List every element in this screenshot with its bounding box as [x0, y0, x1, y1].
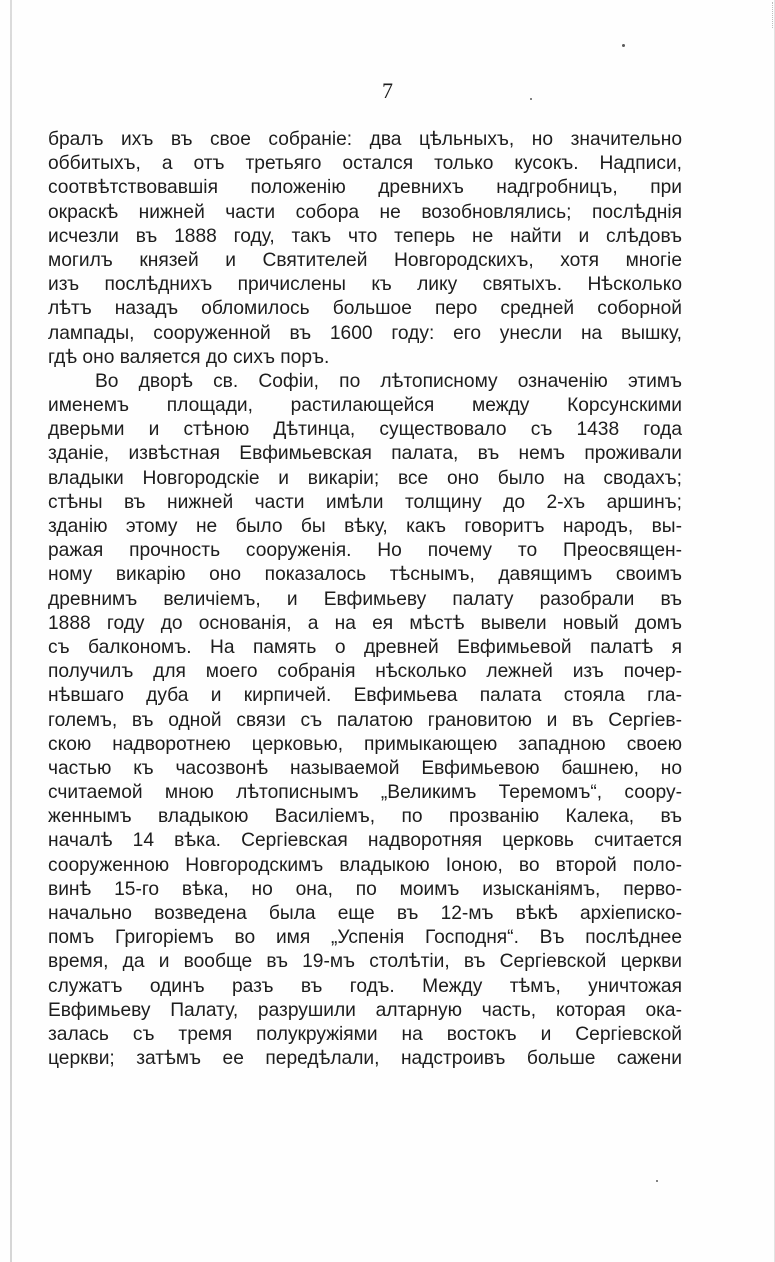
- text-line: стѣны въ нижней части имѣли толщину до 2-хъ аршинъ;: [48, 491, 682, 513]
- text-line: лампады, сооруженной въ 1600 году: его унесли на вышку,: [48, 322, 682, 344]
- text-line: изъ послѣднихъ причислены къ лику святыхъ. Нѣсколько: [48, 274, 682, 296]
- corner-scan-mark: [758, 2, 773, 28]
- text-line: исчезли въ 1888 году, такъ что теперь не найти и слѣдовъ: [48, 225, 682, 247]
- text-line: женнымъ владыкою Василіемъ, по прозванію Калека, въ: [48, 806, 682, 828]
- scan-speck: [656, 1180, 658, 1182]
- text-line: время, да и вообще въ 19-мъ столѣтіи, въ Сергіевской церкви: [48, 951, 682, 973]
- text-line: окраскѣ нижней части собора не возобновлялись; послѣднія: [48, 201, 682, 223]
- body-text: [48, 128, 682, 1071]
- text-line: помъ Григоріемъ во имя „Успенія Господня“. Въ послѣднее: [48, 927, 682, 949]
- text-line: могилъ князей и Святителей Новгородскихъ, хотя многіе: [48, 249, 682, 271]
- text-line: залась съ тремя полукружіями на востокъ и Сергіевской: [48, 1023, 682, 1045]
- page-left-edge: [10, 0, 12, 1262]
- text-line: владыки Новгородскіе и викаріи; все оно было на сводахъ;: [48, 467, 682, 489]
- text-line: церкви; затѣмъ ее передѣлали, надстроивъ больше сажени: [48, 1048, 682, 1070]
- text-line: зданію этому не было бы вѣку, какъ говоритъ народъ, вы-: [48, 516, 682, 537]
- text-line: скою надворотнею церковью, примыкающею западною своею: [48, 733, 682, 755]
- text-line: частью къ часозвонѣ называемой Евфимьевою башнею, но: [48, 757, 682, 779]
- text-line: древнимъ величіемъ, и Евфимьеву палату разобрали въ: [48, 588, 682, 610]
- text-line: лѣтъ назадъ обломилось большое перо средней соборной: [48, 298, 682, 320]
- text-line: гдѣ оно валяется до сихъ поръ.: [48, 346, 330, 368]
- text-line: нѣвшаго дуба и кирпичей. Евфимьева палата стояла гла-: [48, 685, 682, 707]
- text-line: винѣ 15-го вѣка, но она, по моимъ изысканіямъ, перво-: [48, 878, 682, 900]
- text-line: 1888 году до основанія, а на ея мѣстѣ вывели новый домъ: [48, 612, 682, 634]
- page-number: 7: [382, 78, 393, 103]
- text-line: оббитыхъ, а отъ третьяго остался только кусокъ. Надписи,: [48, 153, 682, 175]
- text-line: получилъ для моего собранія нѣсколько лежней изъ почер-: [48, 661, 682, 683]
- text-line: сооруженною Новгородскимъ владыкою Іоною, во второй поло-: [48, 854, 682, 876]
- text-line: считаемой мною лѣтописнымъ „Великимъ Теремомъ“, соору-: [48, 782, 682, 804]
- text-line: ражая прочность сооруженія. Но почему то Преосвящен-: [48, 540, 682, 562]
- text-line: Во дворѣ св. Софіи, по лѣтописному означенію этимъ: [95, 370, 682, 392]
- text-line: ному викарію оно показалось тѣснымъ, давящимъ своимъ: [48, 564, 682, 586]
- text-line: съ балкономъ. На память о древней Евфимьевой палатѣ я: [48, 636, 682, 658]
- text-line: Евфимьеву Палату, разрушили алтарную часть, которая ока-: [48, 999, 682, 1021]
- text-line: началѣ 14 вѣка. Сергіевская надворотняя церковь считается: [48, 830, 682, 852]
- scan-speck: [622, 44, 625, 47]
- text-line: зданіе, извѣстная Евфимьевская палата, въ немъ проживали: [48, 443, 682, 465]
- text-line: бралъ ихъ въ свое собраніе: два цѣльныхъ, но значительно: [48, 129, 682, 150]
- text-line: именемъ площади, растилающейся между Корсунскими: [48, 395, 682, 417]
- text-line: служатъ одинъ разъ въ годъ. Между тѣмъ, уничтожая: [48, 975, 682, 997]
- text-line: соотвѣтствовавшія положенію древнихъ надгробницъ, при: [48, 177, 682, 199]
- text-line: начально возведена была еще въ 12-мъ вѣкѣ архіеписко-: [48, 903, 682, 924]
- text-line: дверьми и стѣною Дѣтинца, существовало съ 1438 года: [48, 419, 682, 441]
- text-line: големъ, въ одной связи съ палатою грановитою и въ Сергіев-: [48, 709, 682, 731]
